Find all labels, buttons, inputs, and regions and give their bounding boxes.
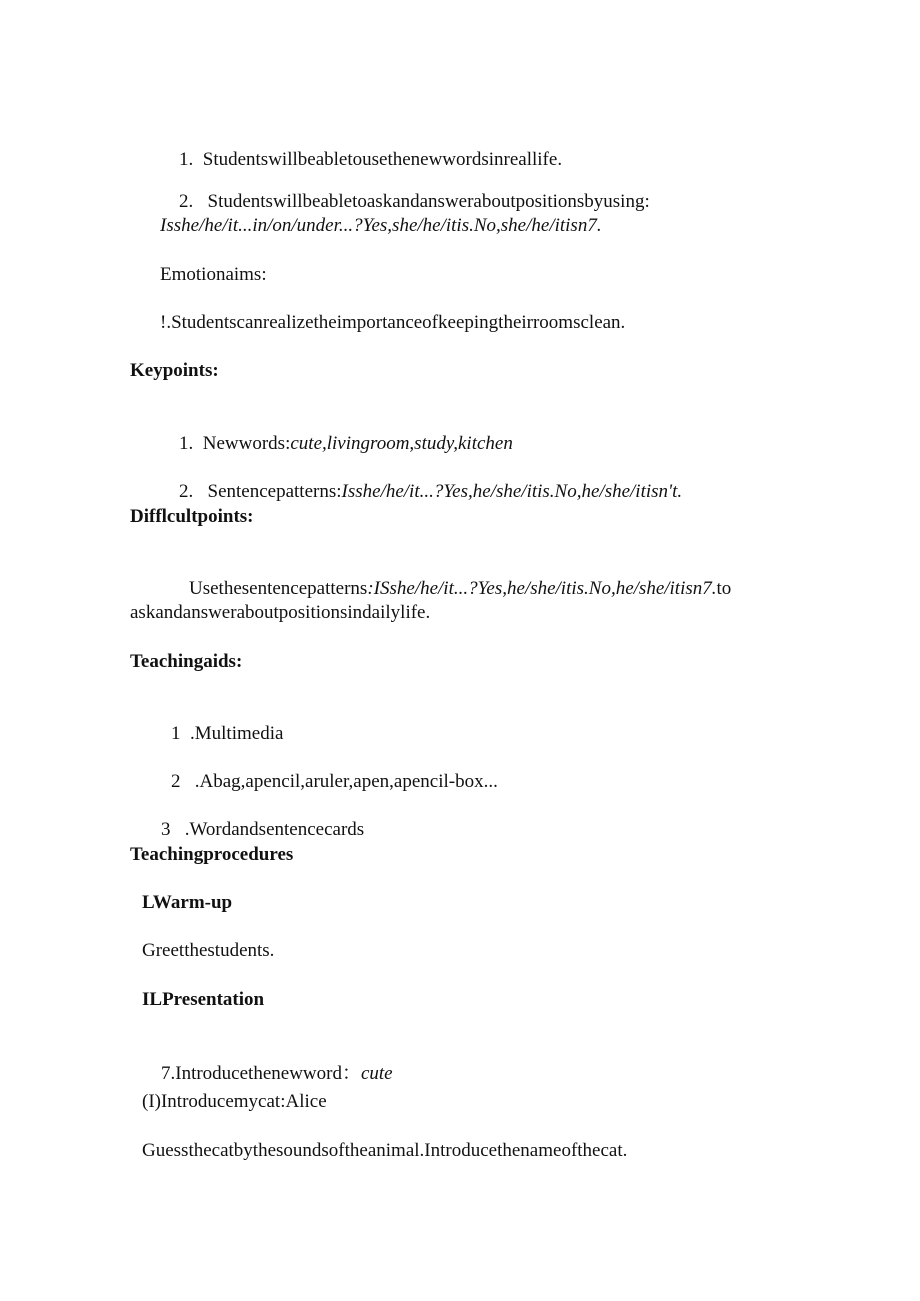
teaching-aid-num-1: 1 — [171, 723, 181, 744]
sentence-pattern: Isshe/he/it...?Yes,he/she/itis.No,he/she/itisn't. — [341, 481, 683, 502]
difficult-points-line-2: askandansweraboutpositionsindailylife. — [130, 602, 431, 623]
presentation-heading: ILPresentation — [142, 989, 265, 1010]
teaching-aid-num-2: 2 — [171, 771, 181, 792]
intro-label: 7.Introducethenewword： — [161, 1063, 361, 1084]
difficult-lead: Usethesentencepatterns — [189, 578, 368, 599]
emotion-item: !.Studentscanrealizetheimportanceofkeepingtheirroomsclean. — [160, 312, 626, 333]
key-point-label-1: Newwords: — [202, 433, 291, 454]
key-point-label-2: Sentencepatterns: — [207, 481, 342, 502]
objective-pattern: Isshe/he/it...in/on/under...?Yes,she/he/itis.No,she/he/itisn7. — [160, 215, 602, 236]
objective-text-1: Studentswillbeabletousethenewwordsinreallife. — [202, 149, 563, 170]
sub-text: Guessthecatbythesoundsoftheanimal.Introducethenameofthecat. — [142, 1140, 628, 1161]
objective-num-2: 2. — [179, 191, 194, 212]
teaching-aid-num-3: 3 — [161, 819, 171, 840]
new-words: cute,livingroom,study,kitchen — [290, 433, 513, 454]
difficult-points-heading: Difflcultpoints: — [130, 506, 254, 527]
key-point-num-2: 2. — [179, 481, 194, 502]
teaching-aid-text-1: .Multimedia — [190, 723, 284, 744]
key-points-heading: Keypoints: — [130, 360, 219, 381]
difficult-tail: to — [716, 578, 732, 599]
difficult-pattern: :ISshe/he/it...?Yes,he/she/itis.No,he/she/itisn7. — [367, 578, 717, 599]
key-point-num-1: 1. — [179, 433, 194, 454]
objective-num-1: 1. — [179, 149, 194, 170]
teaching-aid-text-3: .Wordandsentencecards — [184, 819, 365, 840]
sub-item: (I)Introducemycat:Alice — [142, 1091, 327, 1112]
objective-text-2: Studentswillbeabletoaskandansweraboutpositionsbyusing: — [207, 191, 650, 212]
teaching-aid-text-2: .Abag,apencil,aruler,apen,apencil-box... — [194, 771, 498, 792]
warmup-heading: LWarm-up — [142, 892, 233, 913]
warmup-text: Greetthestudents. — [142, 940, 275, 961]
emotion-heading: Emotionaims: — [160, 264, 267, 285]
procedures-heading: Teachingprocedures — [130, 844, 294, 865]
teaching-aids-heading: Teachingaids: — [130, 651, 243, 672]
intro-word: cute — [360, 1063, 393, 1084]
